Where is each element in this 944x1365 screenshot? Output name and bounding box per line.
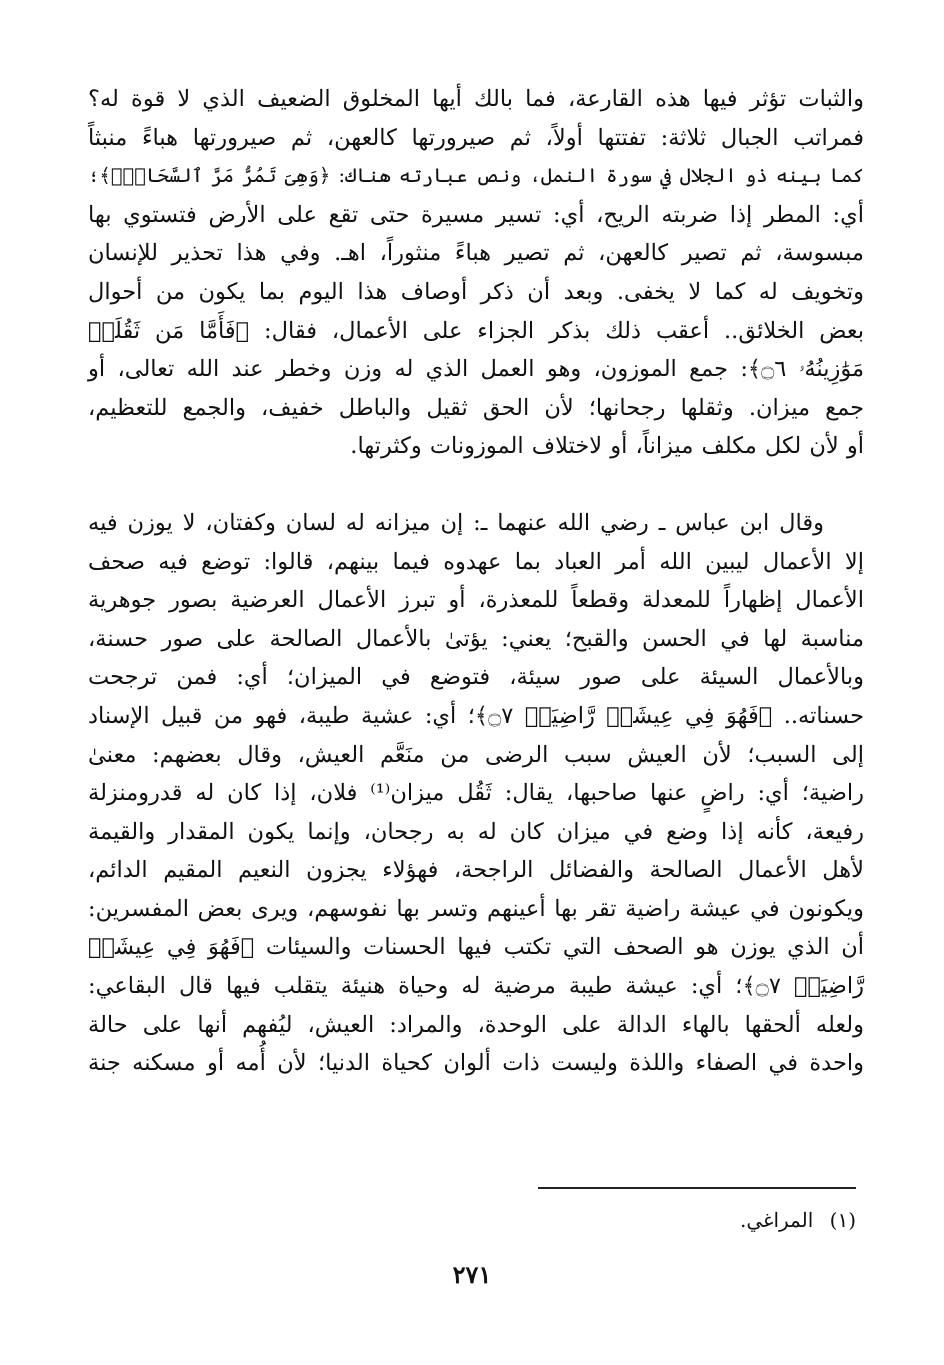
text-line: مَوَٰزِينُهُۥ ۝٦﴾: جمع الموزون، وهو العمل الذي له وزن وخطر عند الله تعالى، أو bbox=[88, 356, 864, 383]
footnote-text: المراغي. bbox=[739, 1208, 814, 1232]
text-line: رفيعة، كأنه إذا وضع في ميزان كان له به رجحان، وإنما يكون المقدار والقيمة bbox=[88, 818, 864, 845]
text-line: إلى السبب؛ لأن العيش سبب الرضى من منَعَّم العيش، وقال بعضهم: معنىٰ bbox=[88, 741, 864, 768]
text-line: واحدة في الصفاء واللذة وليست ذات ألوان كحياة الدنيا؛ لأن أُمه أو مسكنه جنة bbox=[88, 1050, 864, 1077]
text-line: وتخويف له كما لا يخفى. وبعد أن ذكر أوصاف هذا اليوم بما يكون من أحوال bbox=[88, 278, 864, 305]
text-line: بعض الخلائق.. أعقب ذلك بذكر الجزاء على الأعمال، فقال: ﴿فَأَمَّا مَن ثَقُلَتۡ bbox=[88, 317, 864, 344]
text-line: جمع ميزان. وثقلها رجحانها؛ لأن الحق ثقيل والباطل خفيف، والجمع للتعظيم، bbox=[88, 394, 864, 421]
paragraph-1 bbox=[88, 80, 864, 466]
text-line: ويكونون في عيشة راضية تقر بها أعينهم وتسر بها نفوسهم، ويرى بعض المفسرين: bbox=[88, 895, 864, 922]
footnote-number: (١) bbox=[829, 1208, 856, 1232]
text-line: إلا الأعمال ليبين الله أمر العباد بما عهدوه فيما بينهم، قالوا: توضع فيه صحف bbox=[88, 548, 864, 575]
text-line: الأعمال إظهاراً للمعدلة وقطعاً للمعذرة، أو تبرز الأعمال العرضية بصور جوهرية bbox=[88, 587, 864, 614]
text-line: والثبات تؤثر فيها هذه القارعة، فما بالك أيها المخلوق الضعيف الذي لا قوة له؟ bbox=[88, 86, 864, 112]
text-line: ولعله ألحقها بالهاء الدالة على الوحدة، والمراد: العيش، ليُفهم أنها على حالة bbox=[88, 1011, 864, 1038]
footnote-divider bbox=[538, 1187, 856, 1189]
text-line: لأهل الأعمال الصالحة والفضائل الراجحة، فهؤلاء يجزون النعيم المقيم الدائم، bbox=[88, 857, 864, 884]
text-line: كما بينه ذو الجلال في سورة النمل، ونص عبارته هناك: ﴿وَهِىَ تَمُرُّ مَرَّ ٱلسَّحَابِۚ﴾؛ bbox=[88, 164, 864, 188]
paragraph-2 bbox=[88, 504, 864, 1083]
text-line: وبالأعمال السيئة على صور سيئة، فتوضع في الميزان؛ أي: فمن ترجحت bbox=[88, 664, 864, 691]
text-line: مناسبة لها في الحسن والقبح؛ يعني: يؤتىٰ بالأعمال الصالحة على صور حسنة، bbox=[88, 625, 864, 652]
footnote bbox=[740, 1205, 856, 1235]
text-line: أي: المطر إذا ضربته الريح، أي: تسير مسيرة حتى تقع على الأرض فتستوي بها bbox=[88, 201, 864, 228]
text-line: رَّاضِيَةٖ ۝٧﴾؛ أي: عيشة طيبة مرضية له وحياة هنيئة يتقلب فيها قال البقاعي: bbox=[88, 973, 864, 1000]
text-line: مبسوسة، ثم تصير كالعهن، ثم تصير هباءً منثوراً، اهـ. وفي هذا تحذير للإنسان bbox=[88, 240, 864, 267]
text-line: وقال ابن عباس ـ رضي الله عنهما ـ: إن ميزانه له لسان وكفتان، لا يوزن فيه bbox=[88, 509, 824, 536]
text-line: حسناته.. ﴿فَهُوَ فِي عِيشَةٖ رَّاضِيَةٖ ۝٧﴾؛ أي: عشية طيبة، فهو من قبيل الإسناد bbox=[88, 702, 864, 729]
page-number: ٢٧١ bbox=[452, 1260, 492, 1289]
text-line: فمراتب الجبال ثلاثة: تفتتها أولاً، ثم صيرورتها كالعهن، ثم صيرورتها هباءً منبثاً bbox=[88, 124, 864, 151]
text-line: راضية؛ أي: راضٍ عنها صاحبها، يقال: ثَقُل ميزان⁽¹⁾ فلان، إذا كان له قدرومنزلة bbox=[88, 780, 865, 807]
text-line: أو لأن لكل مكلف ميزاناً، أو لاختلاف الموزونات وكثرتها. bbox=[350, 433, 864, 460]
text-line: أن الذي يوزن هو الصحف التي تكتب فيها الحسنات والسيئات ﴿فَهُوَ فِي عِيشَةٖ bbox=[88, 934, 864, 961]
page-body bbox=[88, 80, 864, 1083]
